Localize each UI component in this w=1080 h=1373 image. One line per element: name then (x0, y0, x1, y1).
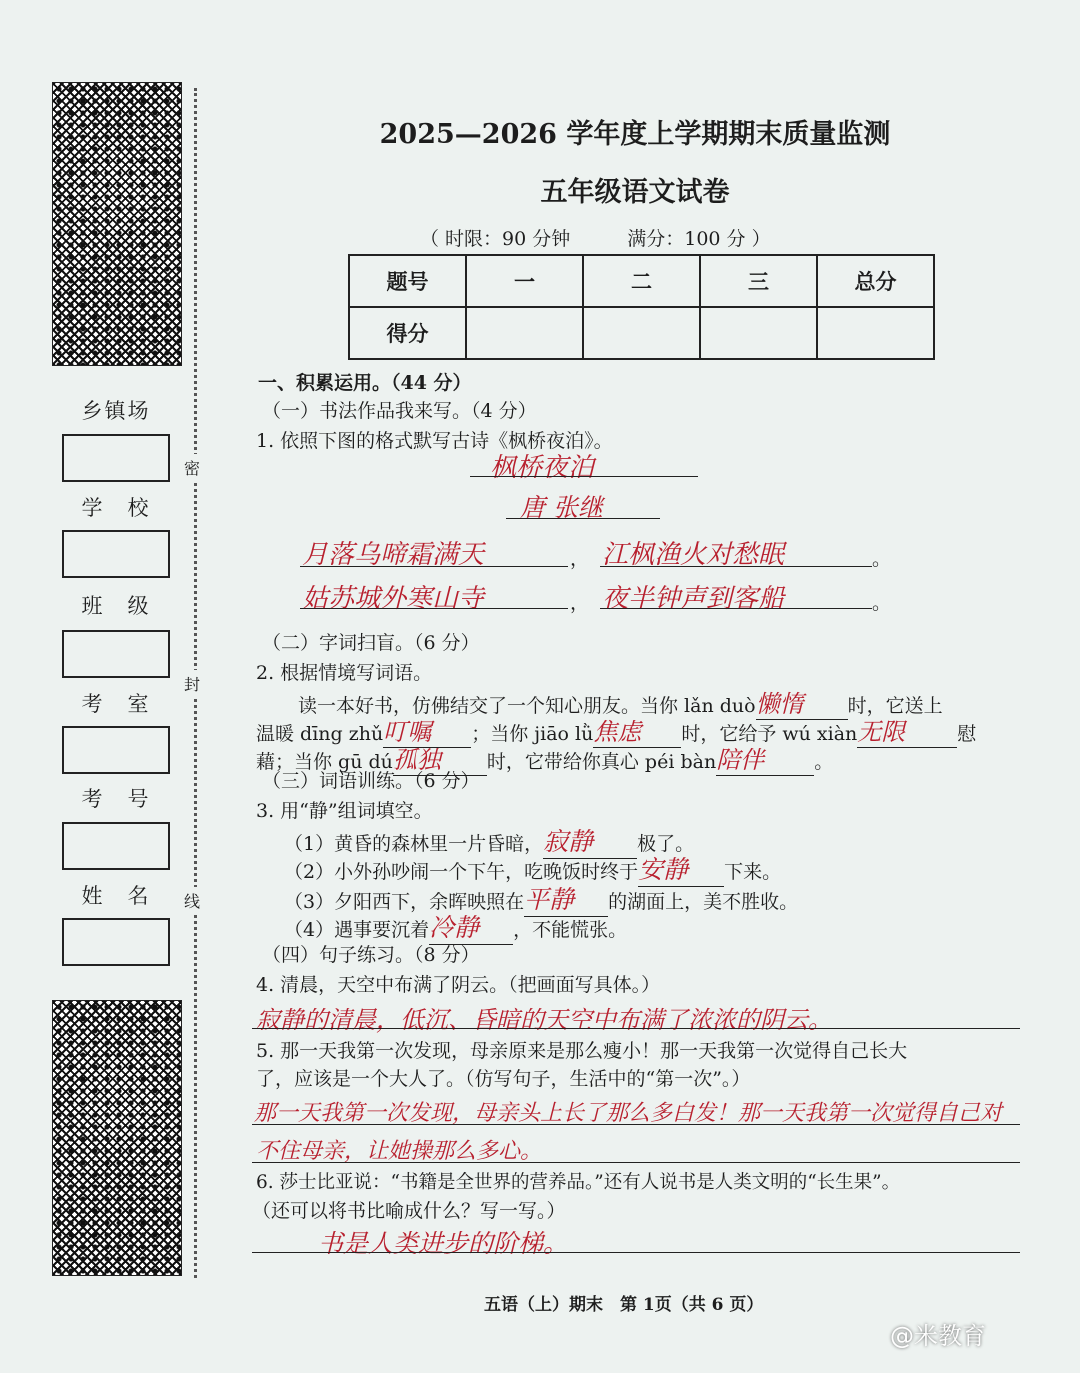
score-cell-total[interactable] (817, 307, 934, 359)
exam-title: 2025—2026 学年度上学期期末质量监测 (379, 119, 891, 150)
q2-text-3: 温暖 dīng zhǔ (256, 723, 384, 745)
q5-answer-line-2: 不住母亲，让她操那么多心。 (256, 1139, 543, 1164)
poem-period-1: 。 (872, 548, 892, 570)
q3-answer-4: 冷静 (429, 913, 480, 942)
label-exam-room: 考 室 (81, 692, 151, 716)
label-name: 姓 名 (81, 884, 151, 908)
q5-answer-line-1: 那一天我第一次发现，母亲头上长了那么多白发！那一天我第一次觉得自己对 (254, 1101, 1003, 1126)
exam-number-field[interactable] (62, 822, 170, 870)
q3-answer-3: 平静 (524, 885, 575, 914)
q2-text-8: 时，它带给你真心 péi bàn (486, 751, 717, 773)
school-field[interactable] (62, 530, 170, 578)
poem-line1a-underline (300, 566, 568, 567)
poem-line2b-underline (600, 608, 872, 609)
poem-comma-1: ， (570, 548, 590, 570)
score-cell-2[interactable] (583, 307, 700, 359)
exam-limits: （ 时限：90 分钟 满分：100 分 ） (420, 228, 771, 250)
seal-char-xian: 线 (184, 887, 200, 914)
label-school: 学 校 (81, 496, 151, 520)
exam-room-field[interactable] (62, 726, 170, 774)
part4-heading: （四）句子练习。（8 分） (262, 944, 480, 966)
question-3: 3. 用“静”组词填空。 (256, 800, 433, 822)
class-field[interactable] (62, 630, 170, 678)
q2-text-1: 读一本好书，仿佛结交了一个知心朋友。当你 lǎn duò (298, 695, 756, 717)
part2-heading: （二）字词扫盲。（6 分） (262, 632, 480, 654)
seal-char-feng: 封 (184, 670, 200, 697)
score-header-2: 二 (583, 255, 700, 307)
q2-text-5: 时，它给予 wú xiàn (681, 723, 858, 745)
score-header-label: 题号 (349, 255, 466, 307)
q3-item-4-post: ，不能慌张。 (513, 919, 628, 941)
q3-answer-2: 安静 (638, 855, 689, 884)
question-5-line-1: 5. 那一天我第一次发现，母亲原来是那么瘦小！那一天我第一次觉得自己长大 (256, 1040, 908, 1062)
poem-line2b-answer: 夜半钟声到客船 (602, 584, 785, 614)
question-2: 2. 根据情境写词语。 (256, 662, 433, 684)
poem-line1a-answer: 月落乌啼霜满天 (302, 540, 485, 570)
q3-item-3-pre: （3）夕阳西下，余晖映照在 (284, 891, 525, 913)
question-4: 4. 清晨，天空中布满了阴云。（把画面写具体。） (256, 974, 661, 996)
poem-line1b-answer: 江枫渔火对愁眠 (602, 540, 785, 570)
label-class: 班 级 (81, 594, 151, 618)
poem-comma-2: ， (570, 592, 590, 614)
q2-answer-2: 叮嘱 (383, 718, 432, 746)
poem-period-2: 。 (872, 592, 892, 614)
q4-answer-line[interactable] (252, 1028, 1020, 1029)
question-5-line-2: 了，应该是一个大人了。（仿写句子，生活中的“第一次”。） (256, 1068, 751, 1090)
q2-blank-4[interactable] (857, 712, 957, 748)
q2-answer-5: 孤独 (392, 746, 441, 774)
seal-char-mi: 密 (184, 454, 200, 481)
q2-answer-4: 无限 (857, 718, 906, 746)
question-1: 1. 依照下图的格式默写古诗《枫桥夜泊》。 (256, 430, 613, 452)
poem-line1b-underline (600, 566, 872, 567)
poem-author-answer: 唐 张继 (520, 493, 603, 522)
exam-subtitle: 五年级语文试卷 (540, 177, 730, 208)
q5-answer-underline-1[interactable] (252, 1124, 1020, 1125)
q2-text-7: 藉；当你 gū dú (256, 751, 393, 773)
q2-blank-6[interactable] (716, 740, 814, 776)
q2-text-9: 。 (814, 751, 834, 773)
q2-answer-3: 焦虑 (593, 718, 642, 746)
q5-answer-underline-2[interactable] (252, 1162, 1020, 1163)
q2-text-6: 慰 (957, 723, 977, 745)
question-6-line-1: 6. 莎士比亚说：“书籍是全世界的营养品。”还有人说书是人类文明的“长生果”。 (256, 1172, 901, 1193)
label-exam-number: 考 号 (81, 787, 151, 811)
q6-answer: 书是人类进步的阶梯。 (318, 1229, 569, 1258)
q6-answer-line[interactable] (252, 1252, 1020, 1253)
poem-title-answer: 枫桥夜泊 (490, 453, 595, 483)
watermark: @米教育 (890, 1322, 986, 1350)
security-pattern-bottom (52, 1000, 182, 1276)
poem-line2a-underline (300, 608, 568, 609)
q2-answer-6: 陪伴 (716, 746, 765, 774)
poem-title-line (470, 476, 698, 477)
score-row-label: 得分 (349, 307, 466, 359)
q2-text-2: 时，它送上 (847, 695, 943, 717)
q3-item-1-pre: （1）黄昏的森林里一片昏暗， (284, 833, 544, 855)
question-6-line-2: （还可以将书比喻成什么？写一写。） (252, 1200, 566, 1222)
section-heading: 一、积累运用。（44 分） (258, 372, 472, 394)
part1-heading: （一）书法作品我来写。（4 分） (262, 400, 537, 422)
score-header-3: 三 (700, 255, 817, 307)
q2-text-4: ；当你 jiāo lǜ (471, 723, 594, 745)
q4-answer: 寂静的清晨，低沉、昏暗的天空中布满了浓浓的阴云。 (256, 1006, 832, 1034)
q3-item-2-pre: （2）小外孙吵闹一个下午，吃晚饭时终于 (284, 861, 639, 883)
score-cell-1[interactable] (466, 307, 583, 359)
part3-heading: （三）词语训练。（6 分） (262, 770, 480, 792)
q3-item-1-post: 极了。 (637, 833, 695, 855)
township-field[interactable] (62, 434, 170, 482)
label-township: 乡镇场 (81, 399, 151, 423)
page-footer: 五语（上）期末 第 1页（共 6 页） (484, 1295, 764, 1315)
q3-item-3-post: 的湖面上，美不胜收。 (608, 891, 799, 913)
score-cell-3[interactable] (700, 307, 817, 359)
score-header-1: 一 (466, 255, 583, 307)
score-table (348, 254, 935, 360)
poem-line2a-answer: 姑苏城外寒山寺 (302, 584, 485, 614)
security-pattern-top (52, 82, 182, 366)
score-header-total: 总分 (817, 255, 934, 307)
q2-answer-1: 懒惰 (755, 690, 804, 718)
q3-item-4-pre: （4）遇事要沉着 (284, 919, 430, 941)
name-field[interactable] (62, 918, 170, 966)
q3-answer-1: 寂静 (543, 827, 594, 856)
q3-item-2-post: 下来。 (724, 861, 782, 883)
poem-author-line (506, 518, 660, 519)
